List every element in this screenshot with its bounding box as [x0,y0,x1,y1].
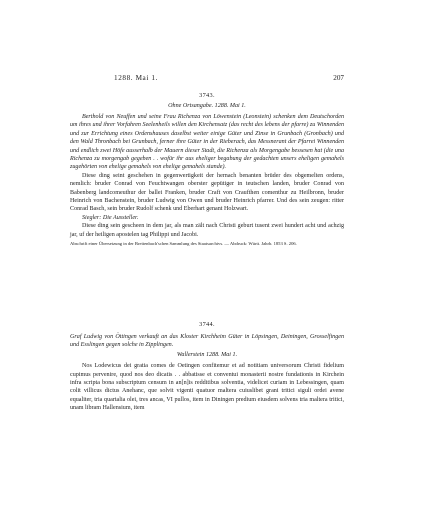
running-header [70,73,344,83]
dateline-3744: Wallerstein 1288. Mai 1. [176,351,238,358]
header-date: 1288. Mai 1. [114,74,158,82]
page-number: 207 [333,74,344,82]
regest-summary: Berthold von Neuffen und seine Frau Richenza von Löwenstein (Leonstein) schenken dem Deutschorden um ihres und ihrer Vorfahren Seelenheils willen den Kirchensatz (das recht des lebens der pfarre) zu Winnenden und zur Errichtung eines Ordenshauses daselbst weiter einige Güter und Zinse in Grunbach (Gronbach) und den Wald Thronbach bei Grunbach, ferner ihre Güter in der Rieberach, das Messnerant der Pfarrei Winnenden und endlich zwei Höfe ausserhalb der Mauern dieser Stadt, die Richenza als Morgengabe bessesen hat (die una Richenza zu morgengab gegeben . . wofür ihr aus eheliger begabung der gedachten unsers eheligen gemahels zugehörten von ehelige gemahels von ehelige gemahels stande). [70,114,344,171]
dating-paragraph: Diese ding sein gescheen in dem jar, als man zält nach Christi geburt tusent zwei hundert acht und achzig jar, uf der heiligen apostelen tag Philippi und Jacobi. [70,223,344,238]
document-number-3744: 3744. [199,321,215,328]
document-number-3743: 3743. [199,92,215,99]
source-note: Abschrift einer Übersetzung in der Breitenbach'schen Sammlung des Staatsarchivs. — Abdruck: Württ. Jahrb. 1853 S. 206. [70,241,297,247]
document-3744 [70,333,344,413]
sigler-line: Siegler: Die Aussteller. [82,214,139,221]
document-3743 [70,113,344,247]
charter-text: Nos Lodewicus dei gratia comes de Oetingen confitemur et ad notitiam universorum Christi fidelium cupimus pervenire, quod nos deo dicatis . . abbatisse et conventui monasterii nostre fundationis in Kirchein infra scripta bona subscriptum censum in an[n]is redditibus solventia, videlicet curiam in Lebessingen, quam colit villicus dictus Anehanc, que solvit vigenti quatuor maltera cuiuslibet grani tritici siguli ordei avene equaliter, tria quartalia olei, tres ancas, VI pullos, item in Diningen predium eiusdem solvens tria maltera tritici, unam libram Hallensium, item [70,363,344,412]
dateline-3743: Ohne Ortsangabe. 1288. Mai 1. [168,103,246,109]
witness-paragraph: Diese ding seint geschehen in gegenwertigkeit der hernach benanten brüder des obgemelten ordens, nemlich: bruder Conrad von Feuchtwangen oberster gepütiger in teutschen landen, bruder Conrad von Babenberg landcomeuthur der ballei Franken, bruder Craft von Craufthen comenthur zu Heilbronn, bruder Heinrich von Bachenstein, bruder Ludwig von Owen und bruder Heinrich pfarrer. Und des sein zeugen: ritter Conrad Basch, sein bruder Rudolf schenk und Eberhart genant Holzwart. [70,172,344,213]
regest-summary-3744: Graf Ludwig von Öttingen verkauft an das Kloster Kirchheim Güter in Löpsingen, Deiningen, Grosselfingen und Esslingen gegen solche in Zipplingen. [70,334,344,349]
